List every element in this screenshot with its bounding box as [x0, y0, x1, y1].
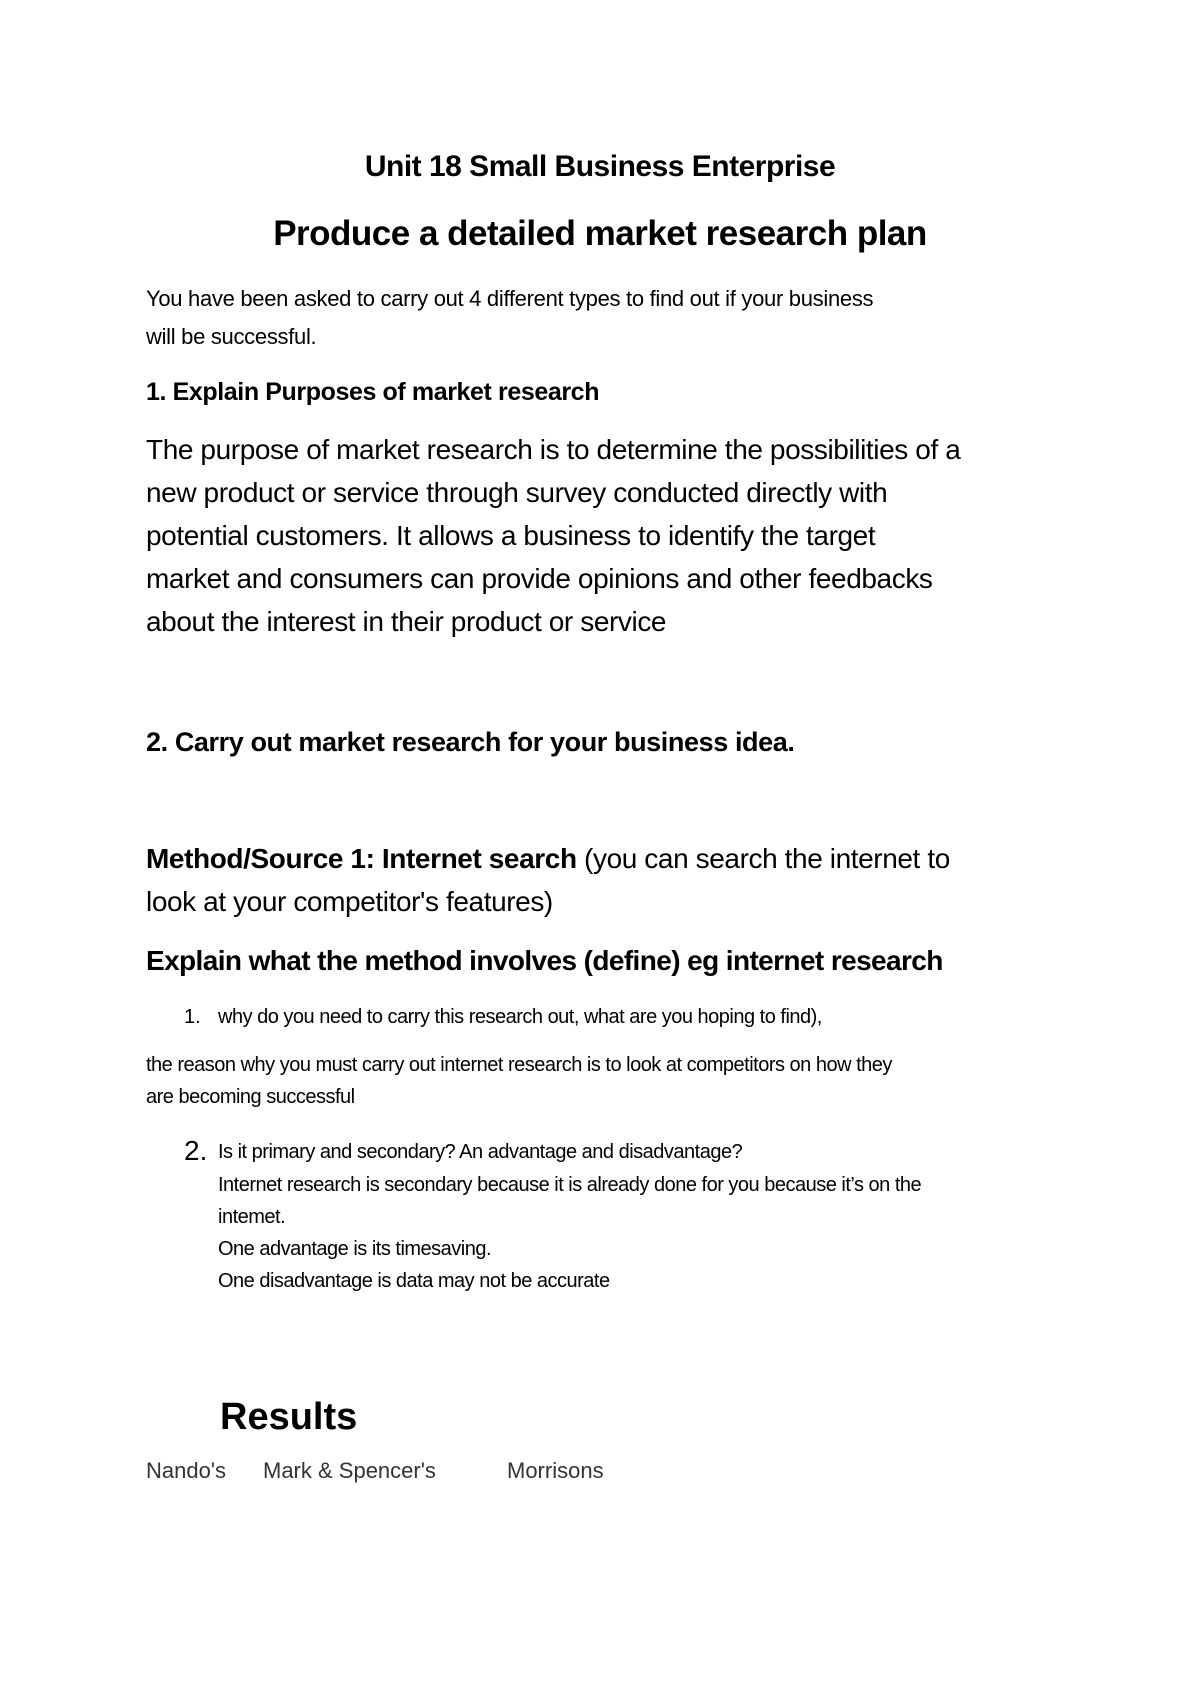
section1-paragraph-line-2: new product or service through survey conducted directly with: [146, 477, 888, 508]
section1-paragraph-line-4: market and consumers can provide opinions and other feedbacks: [146, 563, 933, 594]
answer-1-line-2: are becoming successful: [146, 1086, 355, 1108]
answer-2-line-4: One disadvantage is data may not be accurate: [218, 1270, 610, 1292]
company-marks-spencers: Mark & Spencer's: [263, 1458, 436, 1483]
method1-note-line-2: look at your competitor's features): [146, 886, 553, 917]
question-2-text: Is it primary and secondary? An advantage and disadvantage?: [218, 1141, 743, 1163]
answer-2-line-2: intemet.: [218, 1206, 286, 1228]
intro-line-1: You have been asked to carry out 4 different types to find out if your business: [146, 286, 874, 311]
question-1-number: 1.: [184, 1006, 201, 1028]
method1-name: Internet search: [381, 843, 577, 874]
section2-heading: 2. Carry out market research for your business idea.: [146, 727, 795, 757]
method1-explain-heading: Explain what the method involves (define) eg internet research: [146, 945, 943, 976]
document-title: Unit 18 Small Business Enterprise: [364, 150, 836, 183]
answer-1-line-1: the reason why you must carry out internet research is to look at competitors on how they: [146, 1054, 892, 1076]
question-2: [184, 1135, 743, 1167]
section1-paragraph-line-1: The purpose of market research is to determine the possibilities of a: [146, 434, 961, 465]
intro-line-2: will be successful.: [146, 324, 317, 349]
method1-label: Method/Source 1:: [146, 843, 375, 874]
section1-paragraph-line-5: about the interest in their product or service: [146, 606, 667, 637]
results-heading: Results: [220, 1396, 358, 1438]
method1-note: (you can search the internet to: [584, 843, 950, 874]
section1-paragraph-line-3: potential customers. It allows a business to identify the target: [146, 520, 876, 551]
answer-2-line-1: Internet research is secondary because it is already done for you because it’s on the: [218, 1174, 922, 1196]
question-2-number: 2.: [184, 1135, 208, 1166]
section1-heading: 1. Explain Purposes of market research: [146, 378, 600, 406]
company-morrisons: Morrisons: [507, 1458, 604, 1483]
company-nandos: Nando's: [146, 1458, 227, 1483]
question-1: [184, 1006, 822, 1029]
document-subtitle: Produce a detailed market research plan: [273, 214, 927, 253]
method1-line-1: [146, 843, 950, 875]
answer-2-line-3: One advantage is its timesaving.: [218, 1238, 492, 1260]
question-1-text: why do you need to carry this research out, what are you hoping to find),: [218, 1006, 822, 1028]
